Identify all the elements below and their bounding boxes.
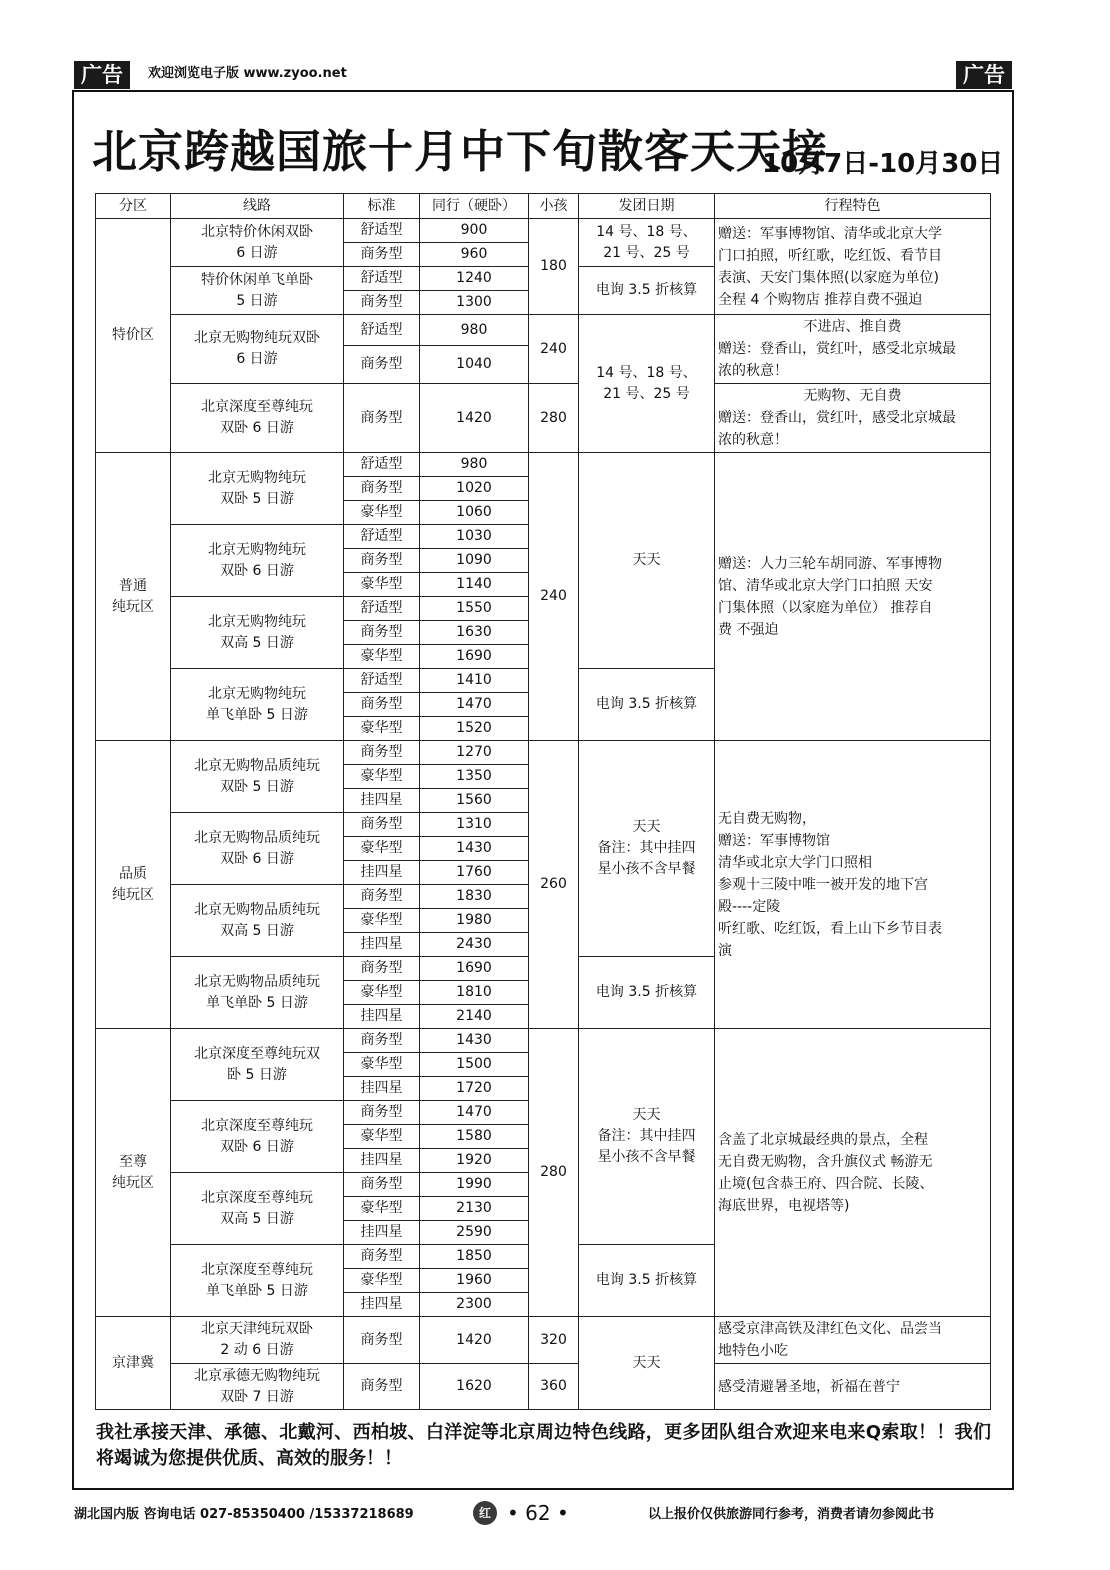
child-cell: 280 [529,384,579,453]
route-cell: 北京无购物纯玩 双卧 5 日游 [171,453,344,525]
std-cell: 豪华型 [344,501,420,525]
std-cell: 舒适型 [344,669,420,693]
feature-cell: 不进店、推自费 赠送：登香山，赏红叶，感受北京城最 浓的秋意！ [715,315,991,384]
std-cell: 商务型 [344,1245,420,1269]
price-cell: 1630 [420,621,529,645]
tour-table [95,193,991,1410]
page-number: • 62 • [507,1501,569,1525]
route-cell: 北京深度至尊纯玩 单飞单卧 5 日游 [171,1245,344,1317]
std-cell: 商务型 [344,957,420,981]
price-cell: 1500 [420,1053,529,1077]
zone-cell: 至尊 纯玩区 [96,1029,171,1317]
price-cell: 1990 [420,1173,529,1197]
feature-cell: 无自费无购物， 赠送：军事博物馆 清华或北京大学门口照相 参观十三陵中唯一被开发的地下宫 殿----定陵 听红歌、吃红饭，看上山下乡节目表 演 [715,741,991,1029]
std-cell: 挂四星 [344,861,420,885]
std-cell: 商务型 [344,346,420,384]
std-cell: 商务型 [344,549,420,573]
table-row [96,453,991,477]
route-cell: 北京天津纯玩双卧 2 动 6 日游 [171,1317,344,1364]
price-cell: 1410 [420,669,529,693]
date-cell: 天天 备注：其中挂四 星小孩不含早餐 [579,741,715,957]
price-cell: 980 [420,315,529,346]
std-cell: 商务型 [344,621,420,645]
std-cell: 豪华型 [344,1053,420,1077]
price-cell: 1980 [420,909,529,933]
std-cell: 商务型 [344,1173,420,1197]
std-cell: 舒适型 [344,315,420,346]
date-cell: 电询 3.5 折核算 [579,957,715,1029]
price-cell: 2300 [420,1293,529,1317]
std-cell: 挂四星 [344,1293,420,1317]
table-row [96,1029,991,1053]
date-range: 10月7日-10月30日 [762,149,1004,179]
std-cell: 商务型 [344,291,420,315]
price-cell: 2130 [420,1197,529,1221]
col-zone: 分区 [96,194,171,219]
std-cell: 豪华型 [344,1269,420,1293]
std-cell: 商务型 [344,477,420,501]
std-cell: 商务型 [344,1101,420,1125]
col-child: 小孩 [529,194,579,219]
route-cell: 北京深度至尊纯玩双 卧 5 日游 [171,1029,344,1101]
price-cell: 900 [420,219,529,243]
date-cell: 14 号、18 号、 21 号、25 号 [579,315,715,453]
price-cell: 1580 [420,1125,529,1149]
price-cell: 1690 [420,645,529,669]
price-cell: 1560 [420,789,529,813]
route-cell: 北京深度至尊纯玩 双卧 6 日游 [171,384,344,453]
price-cell: 1350 [420,765,529,789]
date-cell: 电询 3.5 折核算 [579,669,715,741]
price-cell: 980 [420,453,529,477]
price-cell: 2590 [420,1221,529,1245]
col-route: 线路 [171,194,344,219]
route-cell: 北京无购物品质纯玩 双卧 5 日游 [171,741,344,813]
table-row [96,219,991,243]
price-cell: 1470 [420,1101,529,1125]
feature-cell: 无购物、无自费 赠送：登香山，赏红叶，感受北京城最 浓的秋意！ [715,384,991,453]
price-cell: 2430 [420,933,529,957]
date-cell: 电询 3.5 折核算 [579,1245,715,1317]
child-cell: 180 [529,219,579,315]
std-cell: 豪华型 [344,837,420,861]
child-cell: 360 [529,1364,579,1410]
std-cell: 豪华型 [344,981,420,1005]
table-row [96,1317,991,1364]
std-cell: 舒适型 [344,597,420,621]
price-cell: 1690 [420,957,529,981]
child-cell: 320 [529,1317,579,1364]
price-cell: 1060 [420,501,529,525]
date-cell: 天天 [579,1317,715,1410]
ad-tag-right: 广告 [956,61,1012,89]
table-row [96,1364,991,1410]
std-cell: 挂四星 [344,933,420,957]
red-badge-icon: 红 [473,1501,497,1525]
route-cell: 北京无购物品质纯玩 双高 5 日游 [171,885,344,957]
std-cell: 挂四星 [344,1149,420,1173]
price-cell: 1830 [420,885,529,909]
child-cell: 280 [529,1029,579,1317]
price-cell: 1240 [420,267,529,291]
zone-cell: 品质 纯玩区 [96,741,171,1029]
price-cell: 1550 [420,597,529,621]
price-cell: 1960 [420,1269,529,1293]
feature-cell: 感受京津高铁及津红色文化、品尝当 地特色小吃 [715,1317,991,1364]
std-cell: 舒适型 [344,219,420,243]
route-cell: 北京承德无购物纯玩 双卧 7 日游 [171,1364,344,1410]
price-cell: 1140 [420,573,529,597]
closing-statement: 我社承接天津、承德、北戴河、西柏坡、白洋淀等北京周边特色线路，更多团队组合欢迎来电来Q索取！！我们将竭诚为您提供优质、高效的服务！！ [96,1422,991,1469]
std-cell: 商务型 [344,1364,420,1410]
zone-cell: 普通 纯玩区 [96,453,171,741]
price-cell: 1020 [420,477,529,501]
std-cell: 豪华型 [344,909,420,933]
std-cell: 商务型 [344,741,420,765]
table-row [96,315,991,346]
feature-cell: 感受清避暑圣地，祈福在普宁 [715,1364,991,1410]
price-cell: 1470 [420,693,529,717]
price-cell: 960 [420,243,529,267]
std-cell: 豪华型 [344,573,420,597]
price-cell: 1620 [420,1364,529,1410]
route-cell: 北京深度至尊纯玩 双高 5 日游 [171,1173,344,1245]
price-cell: 1420 [420,384,529,453]
feature-cell: 含盖了北京城最经典的景点，全程 无自费无购物，含升旗仪式 畅游无 止境(包含恭王府、四合院、长陵、 海底世界，电视塔等) [715,1029,991,1317]
std-cell: 豪华型 [344,645,420,669]
table-row [96,384,991,419]
std-cell: 豪华型 [344,765,420,789]
route-cell: 北京无购物品质纯玩 双卧 6 日游 [171,813,344,885]
price-cell: 1270 [420,741,529,765]
std-cell: 舒适型 [344,267,420,291]
table-row [96,741,991,765]
price-cell: 1040 [420,346,529,384]
table-header [96,194,991,219]
std-cell: 豪华型 [344,1125,420,1149]
route-cell: 北京深度至尊纯玩 双卧 6 日游 [171,1101,344,1173]
std-cell: 商务型 [344,885,420,909]
col-price: 同行（硬卧） [420,194,529,219]
price-cell: 1090 [420,549,529,573]
route-cell: 北京无购物纯玩 双卧 6 日游 [171,525,344,597]
feature-cell: 赠送：人力三轮车胡同游、军事博物 馆、清华或北京大学门口拍照 天安 门集体照（以家庭为单位） 推荐自 费 不强迫 [715,453,991,741]
std-cell: 商务型 [344,384,420,453]
date-cell: 电询 3.5 折核算 [579,267,715,315]
child-cell: 240 [529,315,579,384]
std-cell: 舒适型 [344,453,420,477]
std-cell: 舒适型 [344,525,420,549]
route-cell: 北京无购物纯玩 双高 5 日游 [171,597,344,669]
feature-cell: 赠送：军事博物馆、清华或北京大学 门口拍照，听红歌，吃红饭、看节目 表演、天安门集体照(以家庭为单位) 全程 4 个购物店 推荐自费不强迫 [715,219,991,315]
std-cell: 挂四星 [344,789,420,813]
price-cell: 1720 [420,1077,529,1101]
price-cell: 1810 [420,981,529,1005]
price-cell: 1030 [420,525,529,549]
price-cell: 1430 [420,1029,529,1053]
col-dates: 发团日期 [579,194,715,219]
std-cell: 豪华型 [344,1197,420,1221]
std-cell: 挂四星 [344,1221,420,1245]
zone-cell: 特价区 [96,219,171,453]
footer-contact: 湖北国内版 咨询电话 027-85350400 /15337218689 [74,1507,414,1522]
route-cell: 北京无购物品质纯玩 单飞单卧 5 日游 [171,957,344,1029]
std-cell: 商务型 [344,1029,420,1053]
zone-cell: 京津冀 [96,1317,171,1410]
price-cell: 1310 [420,813,529,837]
price-cell: 1520 [420,717,529,741]
price-cell: 1430 [420,837,529,861]
date-cell: 天天 备注：其中挂四 星小孩不含早餐 [579,1029,715,1245]
std-cell: 商务型 [344,693,420,717]
price-cell: 1420 [420,1317,529,1364]
col-features: 行程特色 [715,194,991,219]
std-cell: 商务型 [344,813,420,837]
price-cell: 1760 [420,861,529,885]
price-cell: 1850 [420,1245,529,1269]
route-cell: 北京无购物纯玩双卧 6 日游 [171,315,344,384]
std-cell: 商务型 [344,1317,420,1364]
date-cell: 天天 [579,453,715,669]
child-cell: 240 [529,453,579,741]
std-cell: 挂四星 [344,1005,420,1029]
date-cell: 14 号、18 号、 21 号、25 号 [579,219,715,267]
price-cell: 1300 [420,291,529,315]
price-cell: 2140 [420,1005,529,1029]
welcome-text: 欢迎浏览电子版 www.zyoo.net [148,66,347,81]
col-standard: 标准 [344,194,420,219]
ad-tag-left: 广告 [74,61,130,89]
route-cell: 北京无购物纯玩 单飞单卧 5 日游 [171,669,344,741]
page-title: 北京跨越国旅十月中下旬散客天天接 [92,125,829,178]
footer-disclaimer: 以上报价仅供旅游同行参考，消费者请勿参阅此书 [648,1507,935,1522]
page-number-block [473,1498,569,1528]
std-cell: 商务型 [344,243,420,267]
route-cell: 特价休闲单飞单卧 5 日游 [171,267,344,315]
child-cell: 260 [529,741,579,1029]
std-cell: 挂四星 [344,1077,420,1101]
price-cell: 1920 [420,1149,529,1173]
route-cell: 北京特价休闲双卧 6 日游 [171,219,344,267]
std-cell: 豪华型 [344,717,420,741]
